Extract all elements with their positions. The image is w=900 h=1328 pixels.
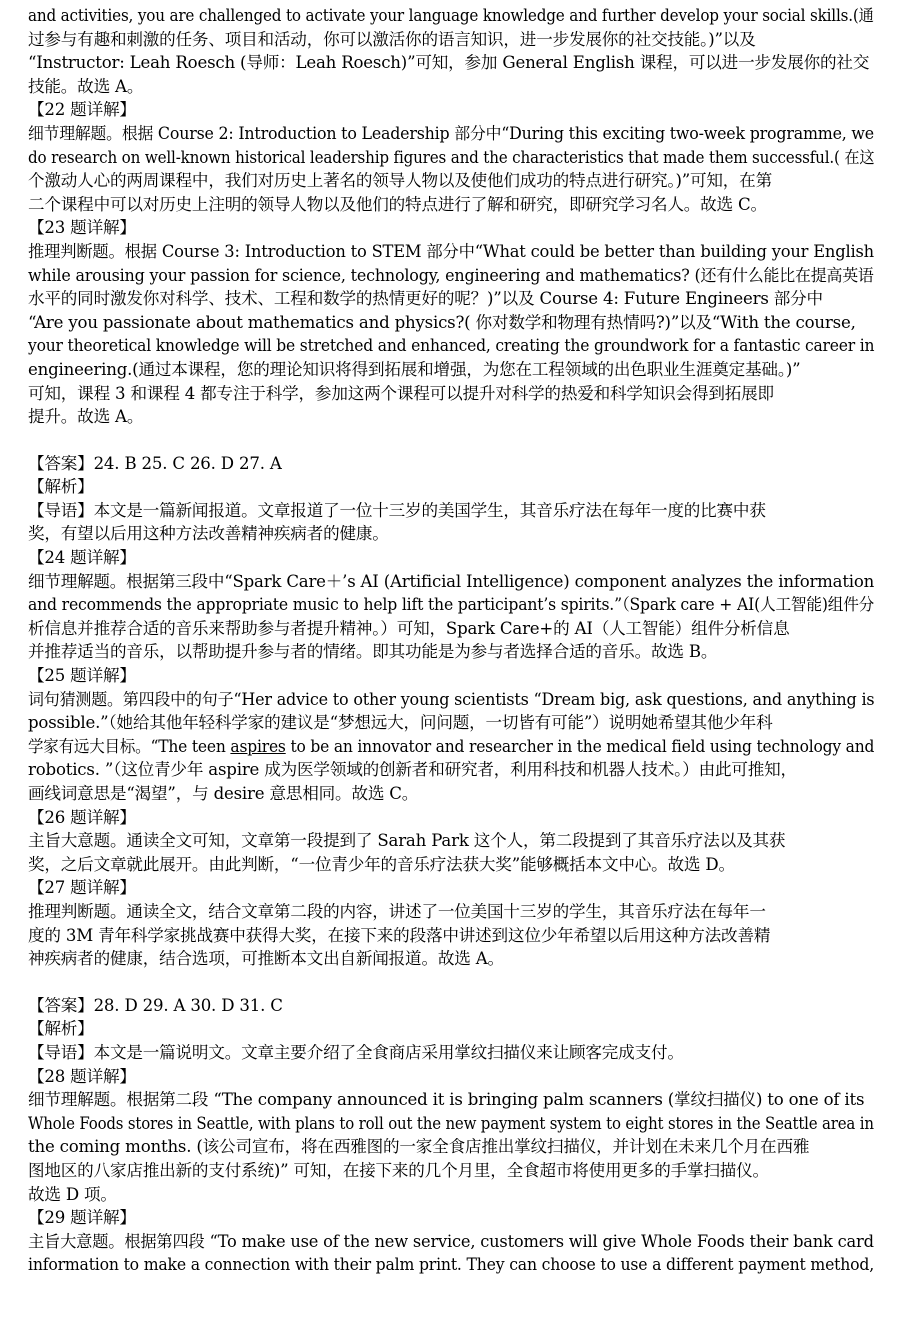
answer-key-line: 【答案】28. D 29. A 30. D 31. C	[28, 995, 283, 1015]
text-line: 图地区的八家店推出新的支付系统)” 可知，在接下来的几个月里，全食超市将使用更多的手掌扫描仪。	[28, 1160, 769, 1180]
text-line: 故选 D 项。	[28, 1184, 117, 1204]
analysis-heading: 【解析】	[28, 1019, 94, 1039]
text-line: 主旨大意题。通读全文可知，文章第一段提到了 Sarah Park 这个人，第二段提到了其音乐疗法以及其获	[28, 831, 786, 851]
text-line: Whole Foods stores in Seattle, with plans to roll out the new payment system to eight stores in the Seattle area in	[28, 1113, 874, 1133]
question-heading: 【27 题详解】	[28, 878, 136, 898]
text-line: 奖，有望以后用这种方法改善精神疾病者的健康。	[28, 524, 389, 544]
question-heading: 【28 题详解】	[28, 1066, 136, 1086]
text-line: and activities, you are challenged to activate your language knowledge and further develop your social skills.(通	[28, 6, 874, 25]
text-line: 学家有远大目标。“The teen aspires to be an innovator and researcher in the medical field using technology and	[28, 736, 875, 756]
text-line: and recommends the appropriate music to help lift the participant’s spirits.”（Spark care + AI(人工智能)组件分	[28, 595, 875, 615]
question-heading: 【22 题详解】	[28, 100, 136, 120]
text-line: 细节理解题。根据 Course 2: Introduction to Leadership 部分中“During this exciting two-week programme, we	[28, 123, 874, 143]
text-line: 词句猜测题。第四段中的句子“Her advice to other young scientists “Dream big, ask questions, and anything is	[28, 689, 875, 709]
text-line: 推理判断题。根据 Course 3: Introduction to STEM 部分中“What could be better than building your English	[28, 241, 874, 261]
text-line: 二个课程中可以对历史上注明的领导人物以及他们的特点进行了解和研究，即研究学习名人。故选 C。	[28, 194, 767, 214]
blank-line	[28, 971, 874, 994]
text-line: robotics. ”（这位青少年 aspire 成为医学领域的创新者和研究者，利用科技和机器人技术。）由此可推知，	[28, 760, 797, 780]
text-line: engineering.(通过本课程，您的理论知识将得到拓展和增强，为您在工程领域的出色职业生涯奠定基础。)”	[28, 359, 801, 379]
text-line: your theoretical knowledge will be stretched and enhanced, creating the groundwork for a fantastic career in	[28, 336, 875, 356]
analysis-heading: 【解析】	[28, 477, 94, 497]
text-line: 个激动人心的两周课程中，我们对历史上著名的领导人物以及使他们成功的特点进行研究。)”可知，在第	[28, 171, 772, 191]
answer-explanation-text	[28, 4, 874, 1277]
question-heading: 【23 题详解】	[28, 218, 136, 238]
blank-line	[28, 429, 874, 452]
question-heading: 【26 题详解】	[28, 807, 136, 827]
intro-line: 【导语】本文是一篇新闻报道。文章报道了一位十三岁的美国学生，其音乐疗法在每年一度的比赛中获	[28, 500, 766, 520]
text-line: 水平的同时激发你对科学、技术、工程和数学的热情更好的呢？)”以及 Course 4: Future Engineers 部分中	[28, 289, 823, 309]
text-line: 主旨大意题。根据第四段 “To make use of the new service, customers will give Whole Foods their bank card	[28, 1231, 874, 1251]
text-line: 过参与有趣和刺激的任务、项目和活动，你可以激活你的语言知识，进一步发展你的社交技能。)”以及	[28, 29, 756, 49]
text-line: 并推荐适当的音乐，以帮助提升参与者的情绪。即其功能是为参与者选择合适的音乐。故选 B。	[28, 642, 718, 662]
underlined-word: aspires	[230, 736, 286, 756]
text-line: 推理判断题。通读全文，结合文章第二段的内容，讲述了一位美国十三岁的学生，其音乐疗法在每年一	[28, 901, 766, 921]
text-line: 技能。故选 A。	[28, 76, 144, 96]
text-line: information to make a connection with their palm print. They can choose to use a different payment method,	[28, 1255, 875, 1275]
text-line: 奖，之后文章就此展开。由此判断，“一位青少年的音乐疗法获大奖”能够概括本文中心。故选 D。	[28, 854, 735, 874]
text-line: 细节理解题。根据第二段 “The company announced it is bringing palm scanners (掌纹扫描仪) to one of its	[28, 1090, 865, 1110]
answer-key-line: 【答案】24. B 25. C 26. D 27. A	[28, 453, 282, 473]
question-heading: 【29 题详解】	[28, 1208, 136, 1228]
text-line: 画线词意思是“渴望”，与 desire 意思相同。故选 C。	[28, 784, 419, 803]
text-line: the coming months. (该公司宣布，将在西雅图的一家全食店推出掌纹扫描仪，并计划在未来几个月在西雅	[28, 1137, 810, 1157]
text-line: while arousing your passion for science, technology, engineering and mathematics? (还有什么能比在提高英语	[28, 265, 874, 285]
text-line: 神疾病者的健康，结合选项，可推断本文出自新闻报道。故选 A。	[28, 949, 504, 969]
question-heading: 【24 题详解】	[28, 548, 136, 568]
intro-line: 【导语】本文是一篇说明文。文章主要介绍了全食商店采用掌纹扫描仪来让顾客完成支付。	[28, 1042, 684, 1062]
text-line: “Instructor: Leah Roesch (导师：Leah Roesch)”可知，参加 General English 课程，可以进一步发展你的社交	[28, 53, 870, 73]
text-line: “Are you passionate about mathematics and physics?( 你对数学和物理有热情吗?)”以及“With the course,	[28, 312, 856, 332]
text-line: 提升。故选 A。	[28, 407, 144, 427]
text-line: 可知，课程 3 和课程 4 都专注于科学，参加这两个课程可以提升对科学的热爱和科学知识会得到拓展即	[28, 383, 774, 403]
text-line: 析信息并推荐合适的音乐来帮助参与者提升精神。）可知，Spark Care+的 AI（人工智能）组件分析信息	[28, 618, 790, 638]
text-line: do research on well-known historical leadership figures and the characteristics that made them successful.( 在这	[28, 147, 875, 167]
text-line: 细节理解题。根据第三段中“Spark Care＋’s AI (Artificial Intelligence) component analyzes the information	[28, 571, 875, 591]
text-line: 度的 3M 青年科学家挑战赛中获得大奖，在接下来的段落中讲述到这位少年希望以后用这种方法改善精	[28, 925, 771, 945]
text-line: possible.”（她给其他年轻科学家的建议是“梦想远大，问问题，一切皆有可能”）说明她希望其他少年科	[28, 713, 773, 733]
question-heading: 【25 题详解】	[28, 666, 136, 686]
